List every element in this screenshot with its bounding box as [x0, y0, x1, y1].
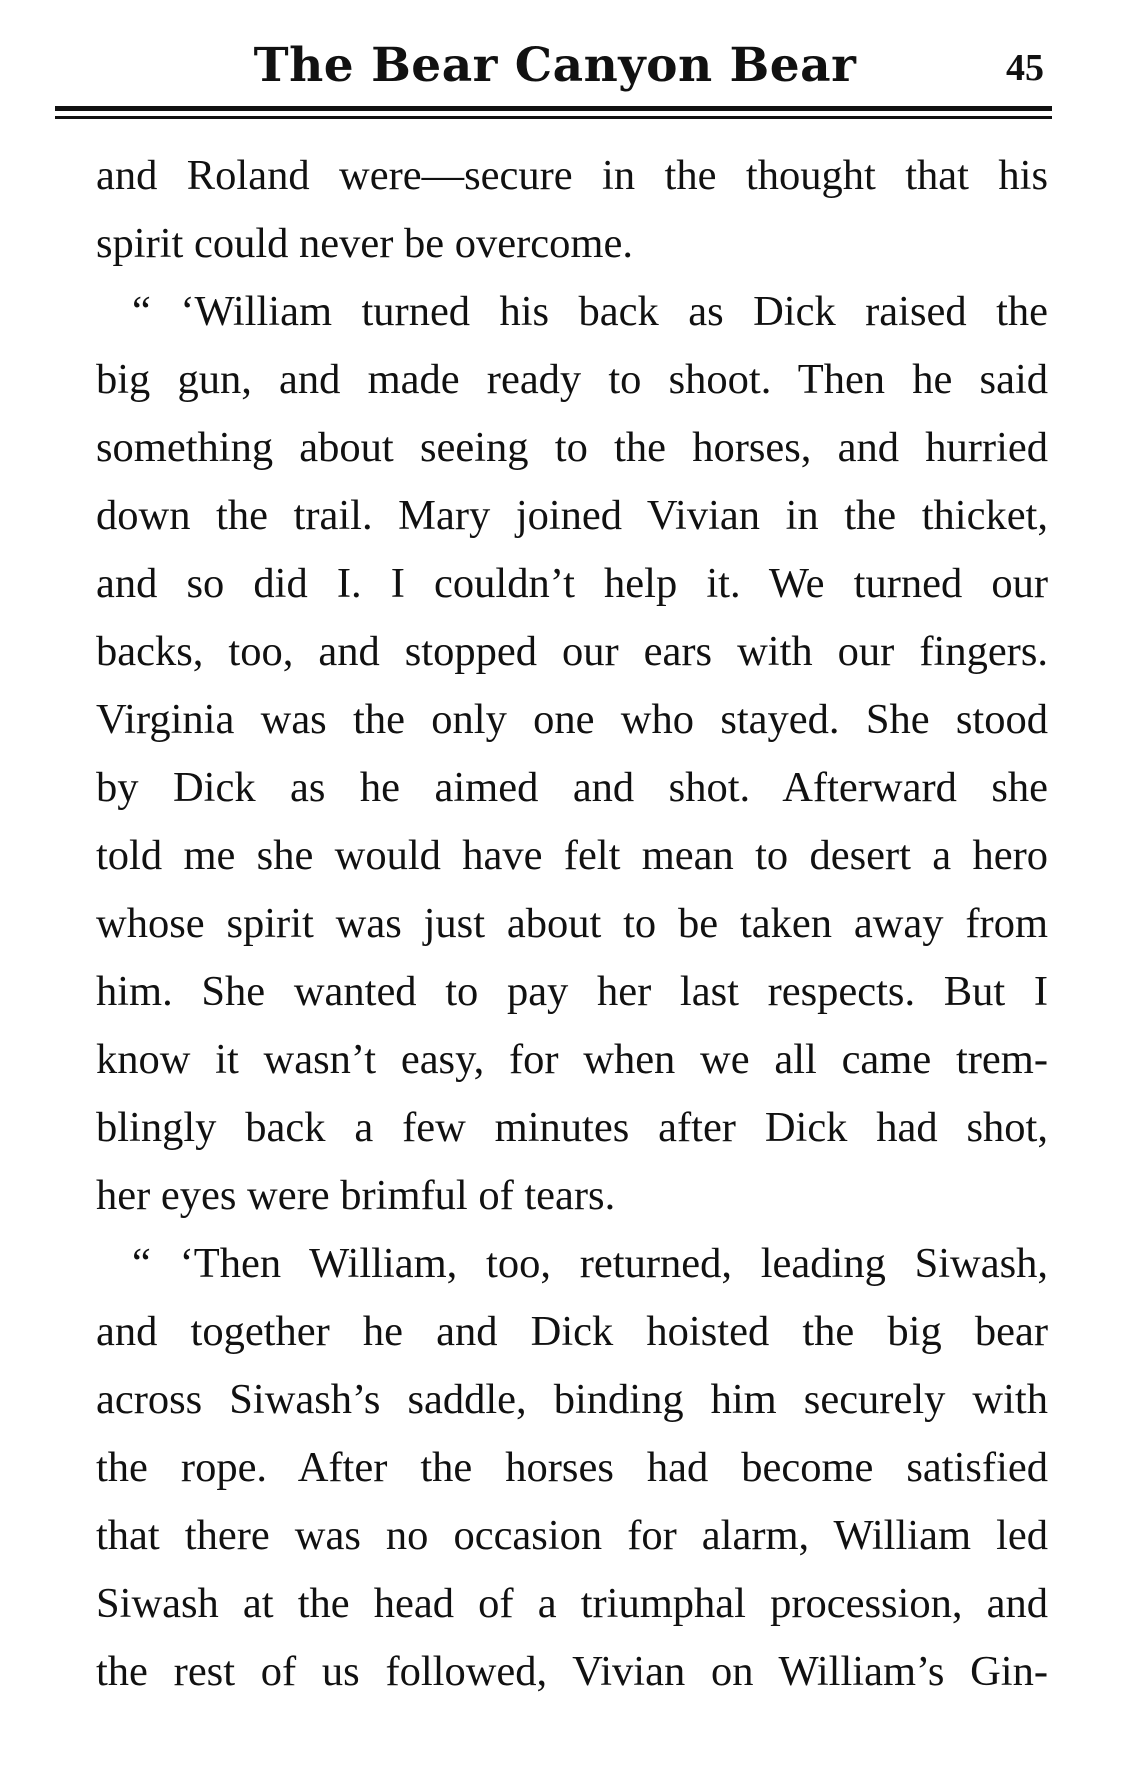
- text-line: “ ‘William turned his back as Dick raised the: [132, 288, 1048, 335]
- text-line: Virginia was the only one who stayed. She stood: [96, 696, 1048, 743]
- text-line: “ ‘Then William, too, returned, leading Siwash,: [132, 1240, 1048, 1287]
- paragraph: [96, 278, 1048, 1230]
- text-line: and so did I. I couldn’t help it. We turned our: [96, 560, 1048, 607]
- header-rule-thin: [55, 116, 1052, 119]
- text-line: by Dick as he aimed and shot. Afterward she: [96, 764, 1048, 811]
- text-line: know it wasn’t easy, for when we all came trem-: [96, 1036, 1048, 1083]
- text-line: whose spirit was just about to be taken away from: [96, 900, 1048, 947]
- text-line: her eyes were brimful of tears.: [96, 1172, 616, 1219]
- header-rule-thick: [55, 106, 1052, 111]
- text-line: the rest of us followed, Vivian on William’s Gin-: [96, 1648, 1048, 1695]
- body-text: [96, 142, 1048, 1706]
- text-line: that there was no occasion for alarm, William led: [96, 1512, 1048, 1559]
- text-line: blingly back a few minutes after Dick had shot,: [96, 1104, 1048, 1151]
- paragraph: [96, 1230, 1048, 1706]
- text-line: Siwash at the head of a triumphal procession, and: [96, 1580, 1048, 1627]
- page-number: 45: [1006, 47, 1044, 89]
- text-line: down the trail. Mary joined Vivian in the thicket,: [96, 492, 1048, 539]
- running-title: The Bear Canyon Bear: [253, 38, 857, 93]
- text-line: the rope. After the horses had become satisfied: [96, 1444, 1048, 1491]
- text-line: told me she would have felt mean to desert a hero: [96, 832, 1048, 879]
- text-line: across Siwash’s saddle, binding him securely with: [96, 1376, 1048, 1423]
- text-line: big gun, and made ready to shoot. Then he said: [96, 356, 1048, 403]
- text-line: backs, too, and stopped our ears with our fingers.: [96, 628, 1048, 675]
- text-line: and Roland were—secure in the thought that his: [96, 152, 1048, 199]
- paragraph: [96, 142, 1048, 278]
- text-line: spirit could never be overcome.: [96, 220, 633, 267]
- text-line: something about seeing to the horses, and hurried: [96, 424, 1048, 471]
- text-line: him. She wanted to pay her last respects. But I: [96, 968, 1048, 1015]
- running-head: [60, 38, 1050, 108]
- text-line: and together he and Dick hoisted the big bear: [96, 1308, 1048, 1355]
